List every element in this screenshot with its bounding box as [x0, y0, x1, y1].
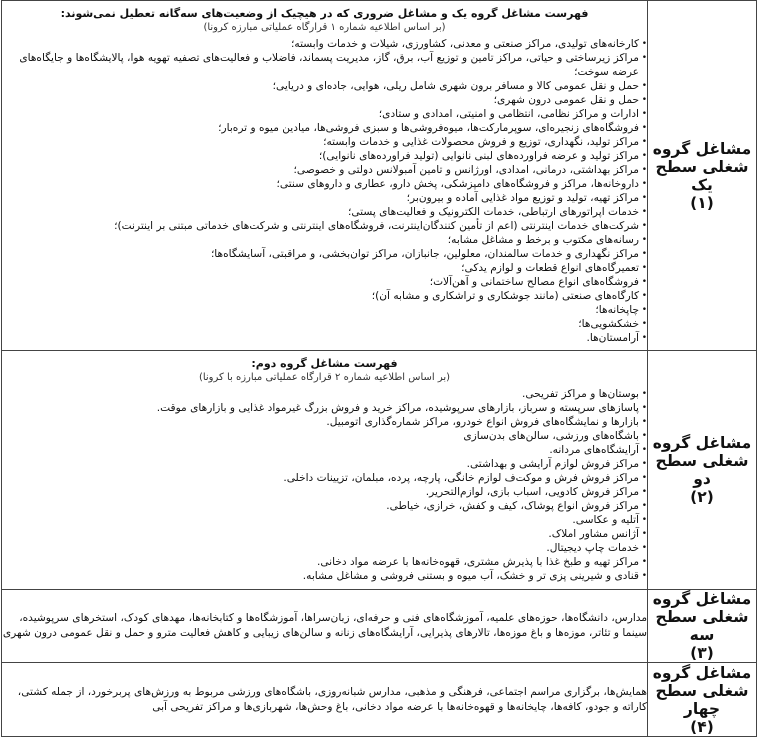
group-label-line: شغلی سطح دو — [655, 452, 749, 488]
group-label-line: مشاغل گروه — [652, 139, 752, 158]
group-label-line: مشاغل گروه — [652, 663, 752, 682]
jobs-table — [1, 0, 757, 737]
list-item: • مراکز تهیه، تولید و توزیع مواد غذایی آماده و بیرون‌بر؛ — [2, 191, 647, 205]
group-content — [2, 663, 648, 737]
list-title: فهرست مشاغل گروه یک و مشاغل ضروری که در هیچیک از وضعیت‌های سه‌گانه تعطیل نمی‌شوند: — [60, 6, 589, 20]
group-label — [648, 1, 757, 351]
list-item: • مراکز فروش فرش و موکت‌ف لوازم خانگی، پارچه، پرده، مبلمان، تزیینات داخلی. — [2, 471, 647, 485]
group-description: مدارس، دانشگاه‌ها، حوزه‌های علمیه، آموزشگاه‌های فنی و حرفه‌ای، زبان‌سراها، آموزشگاه‌ها و کتابخانه‌ها، مهدهای کودک، استخرهای سرپوشیده، سینما و تئاتر، موزه‌ها و باغ موزه‌ها، تالارهای پذیرایی، آرایشگاه‌های زنانه و سالن‌های زیبایی و کاهش فعالیت مترو و حمل و نقل عمومی درون شهری — [2, 612, 647, 639]
list-item: • آرامستان‌ها. — [2, 331, 647, 345]
list-item: • مراکز تولید و عرضه فراورده‌های لبنی نانوایی (تولید فراورده‌های نانوایی)؛ — [2, 149, 647, 163]
list-item: • آژانس مشاور املاک. — [2, 527, 647, 541]
group-label-number: (۳) — [690, 644, 714, 662]
group-content — [2, 1, 648, 351]
group-label — [648, 351, 757, 590]
list-item: • داروخانه‌ها، مراکز و فروشگاه‌های دامپزشکی، پخش دارو، عطاری و داروهای سنتی؛ — [2, 177, 647, 191]
group-label-line: مشاغل گروه — [652, 434, 752, 452]
list-item: • پاسازهای سرپسته و سرباز، بازارهای سرپوشیده، مراکز خرید و فروش بزرگ غیرمواد غذایی و بازارهای موقت. — [2, 401, 647, 415]
group-label-number: (۲) — [690, 488, 714, 506]
group-label-line: شغلی سطح چهار — [655, 681, 749, 718]
group-label-line: مشاغل گروه — [652, 590, 752, 608]
list-item: • قنادی و شیرینی پزی تر و خشک، آب میوه و بستنی فروشی و مشاغل مشابه. — [2, 569, 647, 583]
job-list — [2, 387, 647, 583]
list-item: • خشکشویی‌ها؛ — [2, 317, 647, 331]
table-row — [2, 1, 757, 351]
group-description: همایش‌ها، برگزاری مراسم اجتماعی، فرهنگی و مذهبی، مدارس شبانه‌روزی، باشگاه‌های ورزشی مربوط به ورزش‌های پربرخورد، از جمله کشتی، کاراته و جودو، کافه‌ها، چایخانه‌ها و قهوه‌خانه‌ها با عرضه مواد دخانی، باغ وحش‌ها، شهربازی‌ها و مراکز تفریحی آبی — [17, 685, 647, 713]
group-label-number: (۴) — [690, 717, 714, 736]
group-content — [2, 351, 648, 590]
table-row — [2, 351, 757, 590]
list-item: • رسانه‌های مکتوب و برخط و مشاغل مشابه؛ — [2, 233, 647, 247]
group-label-line: شغلی سطح یک — [655, 157, 749, 194]
list-item: • بوستان‌ها و مراکز تفریحی. — [2, 387, 647, 401]
list-item: • کارخانه‌های تولیدی، مراکز صنعتی و معدنی، کشاورزی، شیلات و خدمات وابسته؛ — [2, 37, 647, 51]
list-item: • مراکز فروش انواع پوشاک، کیف و کفش، خرازی، خیاطی. — [2, 499, 647, 513]
list-title: فهرست مشاغل گروه دوم: — [251, 357, 398, 370]
list-item: • چاپخانه‌ها؛ — [2, 303, 647, 317]
list-item: • تعمیرگاه‌های انواع قطعات و لوازم یدکی؛ — [2, 261, 647, 275]
list-item: • خدمات اپراتورهای ارتباطی، خدمات الکترونیک و فعالیت‌های پستی؛ — [2, 205, 647, 219]
list-item: • شرکت‌های خدمات اینترنتی (اعم از تأمین کنندگان‌اینترنت، فروشگاه‌های اینترنتی و شرکت‌های خدماتی مبتنی بر اینترنت)؛ — [2, 219, 647, 233]
list-item: • فروشگاه‌های زنجیره‌ای، سوپرمارکت‌ها، میوه‌فروشی‌ها و سبزی فروشی‌ها، میادین میوه و تره‌بار؛ — [2, 121, 647, 135]
job-list — [2, 37, 647, 345]
group-label — [648, 590, 757, 663]
table-row — [2, 590, 757, 663]
list-item: • فروشگاه‌های انواع مصالح ساختمانی و آهن‌آلات؛ — [2, 275, 647, 289]
list-item: • مراکز تولید، نگهداری، توزیع و فروش محصولات غذایی و خدمات وابسته؛ — [2, 135, 647, 149]
list-subtitle: (بر اساس اطلاعیه شماره ۲ قرارگاه عملیاتی مبارزه با کرونا) — [198, 372, 451, 383]
list-item: • حمل و نقل عمومی درون شهری؛ — [2, 93, 647, 107]
list-item: • حمل و نقل عمومی کالا و مسافر برون شهری شامل ریلی، هوایی، جاده‌ای و دریایی؛ — [2, 79, 647, 93]
group-label-number: (۱) — [690, 193, 714, 212]
list-item: • ادارات و مراکز نظامی، انتظامی و امنیتی، امدادی و ستادی؛ — [2, 107, 647, 121]
list-item: • مراکز فروش کادویی، اسباب بازی، لوازم‌التحریر. — [2, 485, 647, 499]
list-item: • مراکز بهداشتی، درمانی، امدادی، اورژانس و تامین آمبولانس دولتی و خصوصی؛ — [2, 163, 647, 177]
list-item: • آرایشگاه‌های مردانه. — [2, 443, 647, 457]
list-item: • مراکز نگهداری و خدمات سالمندان، معلولین، جانبازان، مراکز توان‌بخشی، و مراقبتی، آسایشگاه‌ها؛ — [2, 247, 647, 261]
list-item: • کارگاه‌های صنعتی (مانند جوشکاری و تراشکاری و مشابه آن)؛ — [2, 289, 647, 303]
list-item: • مراکز فروش لوازم آرایشی و بهداشتی. — [2, 457, 647, 471]
list-item: • مراکز زیرساختی و حیاتی، مراکز تامین و توزیع آب، برق، گاز، مدیریت پسماند، فاضلاب و فعالیت‌های تصفیه تهویه هوا، پالایشگاه‌ها و جایگاه‌های عرضه سوخت؛ — [2, 51, 647, 79]
list-item: • مراکز تهیه و طبخ غذا با پذیرش مشتری، قهوه‌خانه‌ها با عرضه مواد دخانی. — [2, 555, 647, 569]
group-content — [2, 590, 648, 663]
list-item: • خدمات چاپ دیجیتال. — [2, 541, 647, 555]
group-label — [648, 663, 757, 737]
list-item: • باشگاه‌های ورزشی، سالن‌های بدن‌سازی — [2, 429, 647, 443]
list-item: • آتلیه و عکاسی. — [2, 513, 647, 527]
table-row — [2, 663, 757, 737]
list-subtitle: (بر اساس اطلاعیه شماره ۱ قرارگاه عملیاتی مبارزه کرونا) — [203, 21, 446, 33]
list-item: • بازارها و نمایشگاه‌های فروش انواع خودرو، مراکز شماره‌گذاری اتومبیل. — [2, 415, 647, 429]
group-label-line: شغلی سطح سه — [655, 608, 749, 644]
